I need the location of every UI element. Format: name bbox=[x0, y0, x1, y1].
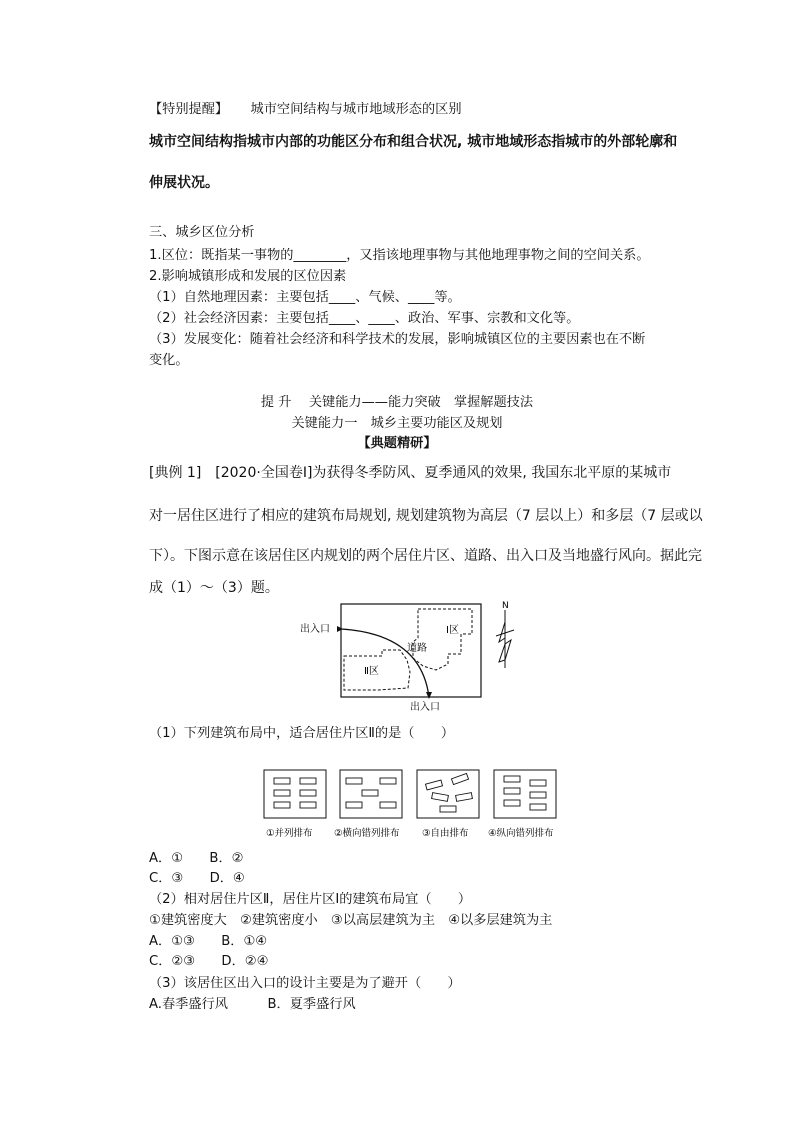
section3-sub3a: （3）发展变化：随着社会经济和科学技术的发展，影响城镇区位的主要因素也在不断 bbox=[149, 332, 646, 347]
section3-heading: 三、城乡区位分析 bbox=[149, 225, 255, 240]
entrance-left-label: 出入口 bbox=[300, 624, 330, 635]
example-line1: [典例 1] [2020·全国卷Ⅰ]为获得冬季防风、夏季通风的效果, 我国东北平原的某城市 bbox=[149, 465, 672, 481]
q2-stem: （2）相对居住片区Ⅱ，居住片区Ⅰ的建筑布局宜（ ） bbox=[149, 892, 472, 907]
wind-rose-icon bbox=[496, 610, 514, 668]
example-line3: 下）。下图示意在该居住区内规划的两个居住片区、道路、出入口及当地盛行风向。据此完 bbox=[149, 548, 702, 564]
zone-1-label: Ⅰ区 bbox=[446, 625, 459, 636]
section3-item1: 1.区位：既指某一事物的________，又指该地理事物与其他地理事物之间的空间关系。 bbox=[149, 248, 650, 263]
section3-sub2: （2）社会经济因素：主要包括____、____、政治、军事、宗教和文化等。 bbox=[149, 311, 580, 326]
q1-options-line2: C．③ D．④ bbox=[149, 871, 245, 886]
bottom-entrance-arrow bbox=[426, 692, 432, 699]
residential-map bbox=[296, 600, 526, 712]
section-title-3: 【典题精研】 bbox=[357, 436, 437, 451]
tip-body-line2: 伸展状况。 bbox=[149, 175, 219, 191]
zone-2-label: Ⅱ区 bbox=[364, 666, 379, 677]
entrance-bottom-label: 出入口 bbox=[410, 702, 440, 712]
section-title-2: 关键能力一 城乡主要功能区及规划 bbox=[291, 416, 503, 431]
section3-item2: 2.影响城镇形成和发展的区位因素 bbox=[149, 269, 347, 284]
layout-2-caption: ②横向错列排布 bbox=[334, 828, 400, 839]
tip-label: 【特别提醒】 bbox=[149, 102, 229, 117]
tip-body-line1: 城市空间结构指城市内部的功能区分布和组合状况, 城市地域形态指城市的外部轮廓和 bbox=[149, 134, 678, 150]
layout-4-vertical-staggered bbox=[494, 770, 556, 818]
road-label: 道路 bbox=[407, 643, 427, 654]
layout-3-caption: ③自由排布 bbox=[422, 828, 469, 839]
q1-options-line1: A．① B．② bbox=[149, 851, 244, 866]
layout-3-free bbox=[417, 770, 479, 818]
q3-options-line1: A.春季盛行风 B．夏季盛行风 bbox=[149, 997, 356, 1012]
q2-options-line2: C．②③ D．②④ bbox=[149, 954, 269, 969]
layout-2-horizontal-staggered bbox=[340, 770, 402, 818]
layout-options-figure bbox=[262, 768, 562, 844]
tip-title: 城市空间结构与城市地域形态的区别 bbox=[250, 102, 462, 117]
section3-sub1: （1）自然地理因素：主要包括____、气候、____等。 bbox=[149, 290, 461, 305]
layout-1-parallel bbox=[264, 770, 326, 818]
north-label: N bbox=[502, 601, 509, 611]
section3-sub3b: 变化。 bbox=[149, 353, 189, 368]
section-title-1: 提 升 关键能力——能力突破 掌握解题技法 bbox=[260, 395, 534, 410]
q2-choices: ①建筑密度大 ②建筑密度小 ③以高层建筑为主 ④以多层建筑为主 bbox=[149, 913, 553, 928]
layout-4-caption: ④纵向错列排布 bbox=[488, 828, 554, 839]
example-line2: 对一居住区进行了相应的建筑布局规划, 规划建筑物为高层（7 层以上）和多层（7 层或以 bbox=[149, 508, 703, 524]
tip-line bbox=[149, 98, 462, 117]
layout-1-caption: ①并列排布 bbox=[266, 828, 313, 839]
q1-stem: （1）下列建筑布局中，适合居住片区Ⅱ的是（ ） bbox=[149, 726, 455, 741]
example-line4: 成（1）～（3）题。 bbox=[149, 580, 279, 596]
q3-stem: （3）该居住区出入口的设计主要是为了避开（ ） bbox=[149, 976, 461, 991]
q2-options-line1: A．①③ B．①④ bbox=[149, 934, 268, 949]
zone-1-outline bbox=[413, 609, 472, 670]
left-entrance-arrow bbox=[337, 626, 343, 632]
